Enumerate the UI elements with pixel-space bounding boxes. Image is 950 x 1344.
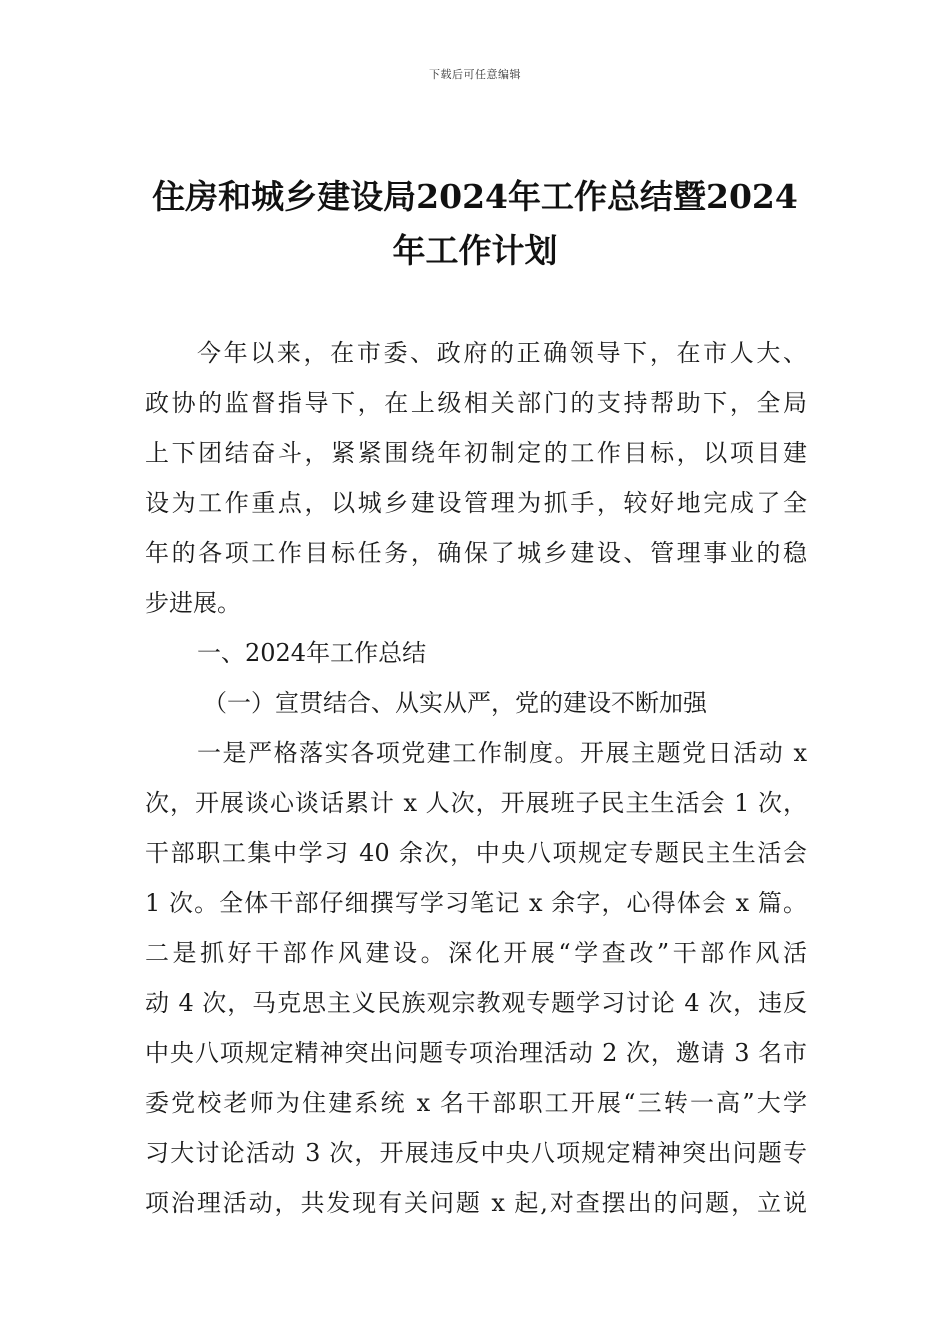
body-line: 二是抓好干部作风建设。深化开展“学查改”干部作风活 xyxy=(145,939,807,967)
body-line: 项治理活动，共发现有关问题 x 起,对查摆出的问题，立说 xyxy=(145,1189,807,1217)
intro-line: 设为工作重点，以城乡建设管理为抓手，较好地完成了全 xyxy=(145,489,807,517)
intro-line: 今年以来，在市委、政府的正确领导下，在市人大、 xyxy=(197,339,807,367)
intro-line: 政协的监督指导下，在上级相关部门的支持帮助下，全局 xyxy=(145,389,807,417)
body-line: 委党校老师为住建系统 x 名干部职工开展“三转一高”大学 xyxy=(145,1089,807,1117)
body-line: 习大讨论活动 3 次，开展违反中央八项规定精神突出问题专 xyxy=(145,1139,807,1167)
body-line: 中央八项规定精神突出问题专项治理活动 2 次，邀请 3 名市 xyxy=(145,1039,807,1067)
title-line-1: 住房和城乡建设局2024年工作总结暨2024 xyxy=(152,177,798,216)
body-line: 干部职工集中学习 40 余次，中央八项规定专题民主生活会 xyxy=(145,839,807,867)
body-line: 动 4 次，马克思主义民族观宗教观专题学习讨论 4 次，违反 xyxy=(145,989,807,1017)
header-note: 下载后可任意编辑 xyxy=(429,68,521,81)
section-heading: 一、2024年工作总结 xyxy=(197,639,427,667)
body-line: 一是严格落实各项党建工作制度。开展主题党日活动 x xyxy=(197,739,807,767)
body-line: 1 次。全体干部仔细撰写学习笔记 x 余字，心得体会 x 篇。 xyxy=(145,889,807,917)
intro-line: 步进展。 xyxy=(145,589,241,617)
subsection-heading: （一）宣贯结合、从实从严，党的建设不断加强 xyxy=(203,689,707,717)
document-title xyxy=(140,170,810,278)
title-line-2: 年工作计划 xyxy=(392,231,558,270)
body-line: 次，开展谈心谈话累计 x 人次，开展班子民主生活会 1 次， xyxy=(145,789,807,817)
document-body xyxy=(145,328,807,1228)
intro-line: 年的各项工作目标任务，确保了城乡建设、管理事业的稳 xyxy=(145,539,807,567)
intro-line: 上下团结奋斗，紧紧围绕年初制定的工作目标，以项目建 xyxy=(145,439,807,467)
